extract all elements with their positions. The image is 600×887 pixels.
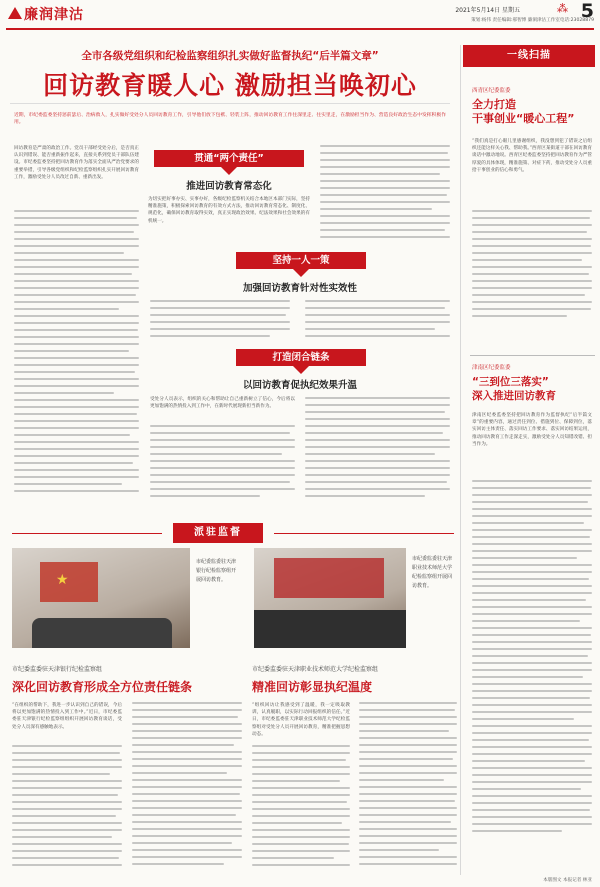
article-col1-lead: 回访教育是严肃的政治工作。党员干部经受处分后，是否真正认识到错误、能否重新振作起来，直接关系到党员干部队伍建设。市纪委监委坚持把回访教育作为落实全面从严治党要求的重要举措，引导各级党组织和纪检监察组织扎实开展回访教育工作，激励受处分人员改过自新、重新出发。 (14, 146, 139, 180)
dispatch-right-title: 精准回访彰显执纪温度 (252, 680, 373, 694)
subhead-2-pointer (293, 269, 309, 277)
subhead-3: 打造闭合链条 (236, 349, 366, 366)
sidebar-item1-title: 全力打造 干事创业“暖心工程” (472, 98, 575, 125)
header-rule (6, 28, 594, 30)
subhead-3-sub: 以回访教育促执纪效果升温 (242, 380, 357, 391)
subhead-3-pointer (293, 366, 309, 374)
dispatch-right-body: “组织回访让我感受到了温暖，我一定吸取教训，认真履职，以实际行动回报组织的信任。”近日，市纪委监委驻天津职业技术师范大学纪检监察组对受处分人员开展回访教育，精准把握思想动态。 (252, 703, 350, 737)
sidebar-item2-title: “三到位三落实” 深入推进回访教育 (472, 376, 556, 402)
logo-mark-icon (8, 7, 22, 19)
dispatch-left-title: 深化回访教育形成全方位责任链条 (12, 680, 193, 694)
footer-credit: 本版图文 本报记者 林亚 (543, 878, 592, 883)
subhead-1: 贯通“两个责任” (154, 150, 304, 167)
photo-right (254, 548, 406, 648)
issue-date: 2021年5月14日 星期五 (455, 7, 520, 14)
headline: 回访教育暖人心 激励担当唤初心 (43, 71, 417, 100)
dispatch-right-org: 市纪委监委驻天津职业技术师范大学纪检监察组 (252, 666, 379, 673)
masthead-logo: ⁂ (557, 2, 568, 15)
dispatch-left-org: 市纪委监委驻天津银行纪检监察组 (12, 666, 103, 673)
dispatch-rule-right (274, 533, 454, 534)
subhead-2-sub: 加强回访教育针对性实效性 (242, 283, 357, 294)
article-bottom-filler (150, 425, 450, 515)
sidebar-divider (470, 355, 595, 356)
article-col3-filler (320, 145, 450, 245)
article-col3-lead: 受处分人员表示，组织的关心和帮助让自己重新树立了信心，今后将以更加饱满的热情投入到工作中，在新时代展现新担当新作为。 (150, 397, 295, 410)
dispatch-label: 派驻监督 (173, 523, 263, 543)
photo-left: ★ (12, 548, 190, 648)
sidebar-item2-body: 津南区纪委监委坚持把回访教育作为监督执纪“后半篇文章”的重要内容，通过责任到位、措施到位、保障到位，落实回访主体责任、落实回访工作要求、落实回访结果运用，推动回访教育工作走深走实，激励受处分人员知错改错、担当作为。 (472, 413, 592, 447)
article-mid-filler (150, 300, 450, 350)
section-logo (8, 4, 98, 24)
sidebar-separator (460, 45, 461, 875)
subhead-1-pointer (221, 167, 237, 175)
subhead-1-sub: 推进回访教育常态化 (186, 181, 272, 192)
sidebar-item1-filler (472, 210, 592, 330)
editor-credits: 策划:杨伟 责任编辑:郝智博 廉洞津沽工作室电话:23028879 (471, 18, 594, 23)
sidebar-item2-filler (472, 480, 592, 870)
dispatch-left-filler (12, 745, 242, 875)
lead-rule (10, 103, 450, 104)
lead-summary: 近期，市纪委监委坚持惩前毖后、治病救人，扎实做好受处分人员回访教育工作，引导他们放下包袱、轻装上阵，推动回访教育工作往深里走、往实里走，在激励担当作为、营造良好政治生态中发挥积极作用。 (14, 113, 446, 126)
photo-left-caption: 市纪委监委驻天津银行纪检监察组开展回访教育。 (196, 559, 237, 583)
subhead-2: 坚持一人一策 (236, 252, 366, 269)
section-name: 廉润津沽 (24, 7, 84, 23)
kicker: 全市各级党组织和纪检监察组织扎实做好监督执纪“后半篇文章” (81, 50, 379, 62)
sidebar-item2-org: 津南区纪委监委 (472, 365, 511, 371)
photo-right-caption: 市纪委监委驻天津职业技术师范大学纪检监察组开展回访教育。 (412, 556, 453, 589)
sidebar-item1-body: “我们真是打心眼儿里感谢组织，我没想到犯了错误之后组织还能这样关心我、帮助我。”西青区某街道干部在回访教育谈话中激动地说。西青区纪委监委坚持把回访教育作为严管厚爱的具体体现，精准施策、对症下药，推动受处分人员重拾干事创业的信心和勇气。 (472, 139, 592, 173)
article-col1-filler (14, 210, 139, 500)
dispatch-right-filler (252, 745, 457, 875)
article-col2-lead: 为切实把好事办实、实事办好，各级纪检监察机关结合本地区本部门实际，坚持精准施策，积极探索回访教育的有效方式方法，推动回访教育常态化、制度化、规范化，确保回访教育取得实效，真正实现政治效果、纪法效果和社会效果的有机统一。 (148, 197, 310, 224)
dispatch-left-body: “在组织的帮助下，我进一步认识到自己的错误，今后将以更加饱满的热情投入到工作中。”近日，市纪委监委驻天津银行纪检监察组组织开展回访教育谈话，受处分人员深有感触地表示。 (12, 703, 122, 730)
sidebar-tag: 一线扫描 (463, 45, 595, 67)
dispatch-rule-left (12, 533, 162, 534)
sidebar-item1-org: 西青区纪委监委 (472, 88, 511, 94)
page-number: 5 (580, 0, 594, 22)
